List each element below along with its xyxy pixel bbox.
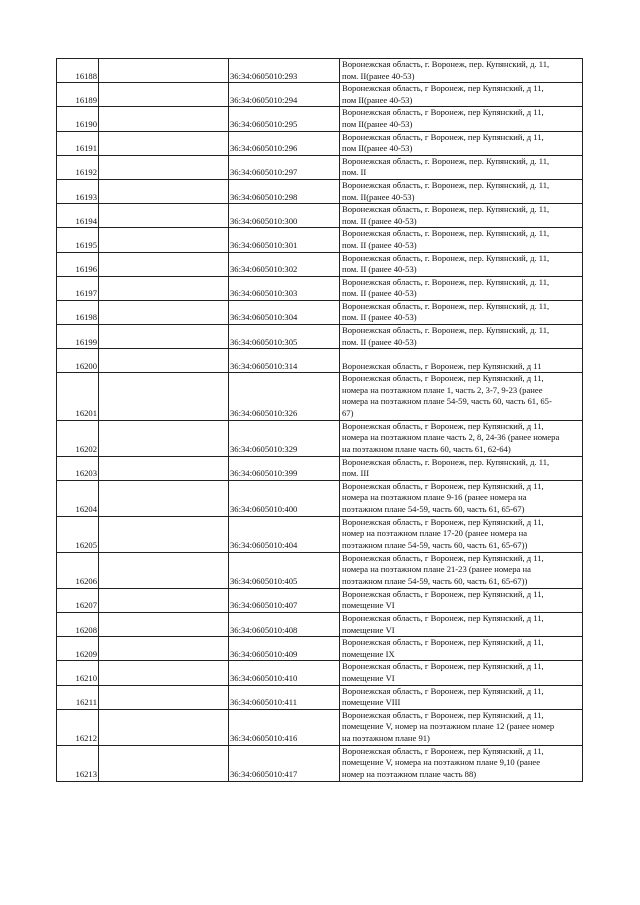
address-line: Воронежская область, г. Воронеж, пер. Купянский, д. 11, bbox=[342, 456, 550, 467]
address-line: помещение VIII bbox=[342, 697, 401, 708]
address-line: пом. II (ранее 40-53) bbox=[342, 239, 417, 250]
row-number: 16212 bbox=[57, 709, 99, 745]
address-line: номера на поэтажном плане 54-59, часть 60, часть 61, 65- bbox=[342, 396, 552, 407]
cadastral-number: 36:34:0605010:417 bbox=[229, 745, 340, 781]
cadastral-number: 36:34:0605010:410 bbox=[229, 661, 340, 685]
address-line: пом. III bbox=[342, 468, 370, 479]
cadastral-number: 36:34:0605010:293 bbox=[229, 59, 340, 83]
empty-cell bbox=[99, 276, 229, 300]
address-line: пом. II (ранее 40-53) bbox=[342, 264, 417, 275]
address-line: пом. II (ранее 40-53) bbox=[342, 288, 417, 299]
empty-cell bbox=[99, 709, 229, 745]
table-row bbox=[57, 131, 583, 155]
empty-cell bbox=[99, 83, 229, 107]
address-line: помещение VI bbox=[342, 672, 395, 683]
address-line: помещение VI bbox=[342, 600, 395, 611]
address-line: пом. II(ранее 40-53) bbox=[342, 70, 415, 81]
cadastral-number: 36:34:0605010:416 bbox=[229, 709, 340, 745]
address-line: Воронежская область, г Воронеж, пер Купянский, д 11, bbox=[342, 516, 544, 527]
empty-cell bbox=[99, 373, 229, 420]
address-line: Воронежская область, г. Воронеж, пер. Купянский, д. 11, bbox=[342, 300, 550, 311]
empty-cell bbox=[99, 456, 229, 480]
cadastral-number: 36:34:0605010:405 bbox=[229, 552, 340, 588]
table-row bbox=[57, 204, 583, 228]
row-number: 16196 bbox=[57, 252, 99, 276]
empty-cell bbox=[99, 59, 229, 83]
empty-cell bbox=[99, 252, 229, 276]
address-line: пом II(ранее 40-53) bbox=[342, 94, 413, 105]
cadastral-number: 36:34:0605010:408 bbox=[229, 613, 340, 637]
empty-cell bbox=[99, 204, 229, 228]
row-number: 16199 bbox=[57, 325, 99, 349]
row-number: 16207 bbox=[57, 588, 99, 612]
address-line: Воронежская область, г Воронеж, пер Купянский, д 11, bbox=[342, 131, 544, 142]
address-line: Воронежская область, г Воронеж, пер Купянский, д 11, bbox=[342, 420, 544, 431]
empty-cell bbox=[99, 349, 229, 373]
address-line: Воронежская область, г. Воронеж, пер. Купянский, д. 11, bbox=[342, 155, 550, 166]
address-cell bbox=[340, 588, 583, 612]
row-number: 16204 bbox=[57, 480, 99, 516]
address-line: Воронежская область, г Воронеж, пер Купянский, д 11, bbox=[342, 613, 544, 623]
empty-cell bbox=[99, 661, 229, 685]
cadastral-number: 36:34:0605010:404 bbox=[229, 516, 340, 552]
address-line: Воронежская область, г Воронеж, пер Купянский, д 11, bbox=[342, 745, 544, 756]
cadastral-number: 36:34:0605010:326 bbox=[229, 373, 340, 420]
cadastral-number: 36:34:0605010:399 bbox=[229, 456, 340, 480]
table-row bbox=[57, 613, 583, 637]
table-row bbox=[57, 516, 583, 552]
address-line: Воронежская область, г Воронеж, пер Купянский, д 11 bbox=[342, 360, 542, 371]
address-line: Воронежская область, г. Воронеж, пер. Купянский, д. 11, bbox=[342, 179, 550, 190]
address-cell bbox=[340, 325, 583, 349]
row-number: 16211 bbox=[57, 685, 99, 709]
row-number: 16202 bbox=[57, 420, 99, 456]
address-line: Воронежская область, г Воронеж, пер Купянский, д 11, bbox=[342, 552, 544, 563]
table-row bbox=[57, 637, 583, 661]
row-number: 16193 bbox=[57, 179, 99, 203]
address-cell bbox=[340, 107, 583, 131]
table-row bbox=[57, 59, 583, 83]
table-row bbox=[57, 420, 583, 456]
row-number: 16195 bbox=[57, 228, 99, 252]
table-row bbox=[57, 745, 583, 781]
address-cell bbox=[340, 179, 583, 203]
address-line: номера на поэтажном плане часть 2, 8, 24-36 (ранее номера bbox=[342, 432, 560, 443]
cadastral-number: 36:34:0605010:301 bbox=[229, 228, 340, 252]
address-line: пом. II (ранее 40-53) bbox=[342, 312, 417, 323]
table-row bbox=[57, 179, 583, 203]
address-cell bbox=[340, 613, 583, 637]
address-line: Воронежская область, г. Воронеж, пер. Купянский, д. 11, bbox=[342, 276, 550, 287]
address-line: номера на поэтажном плане 1, часть 2, 3-7, 9-23 (ранее bbox=[342, 384, 543, 395]
table-row bbox=[57, 83, 583, 107]
address-line: Воронежская область, г Воронеж, пер Купянский, д 11, bbox=[342, 709, 544, 720]
row-number: 16191 bbox=[57, 131, 99, 155]
address-line: Воронежская область, г Воронеж, пер Купянский, д 11, bbox=[342, 107, 544, 118]
address-cell bbox=[340, 420, 583, 456]
cadastral-number: 36:34:0605010:407 bbox=[229, 588, 340, 612]
address-line: Воронежская область, г Воронеж, пер Купянский, д 11, bbox=[342, 83, 544, 94]
address-line: Воронежская область, г Воронеж, пер Купянский, д 11, bbox=[342, 373, 544, 384]
address-line: поэтажном плане 54-59, часть 60, часть 61, 65-67)) bbox=[342, 540, 528, 550]
address-line: Воронежская область, г Воронеж, пер Купянский, д 11, bbox=[342, 661, 544, 672]
table-row bbox=[57, 456, 583, 480]
address-cell bbox=[340, 637, 583, 661]
table-row bbox=[57, 480, 583, 516]
cadastral-number: 36:34:0605010:304 bbox=[229, 300, 340, 324]
row-number: 16205 bbox=[57, 516, 99, 552]
cadastral-number: 36:34:0605010:300 bbox=[229, 204, 340, 228]
table-row bbox=[57, 300, 583, 324]
row-number: 16203 bbox=[57, 456, 99, 480]
address-line: на поэтажном плане часть 60, часть 61, 62-64) bbox=[342, 443, 511, 454]
address-cell bbox=[340, 204, 583, 228]
empty-cell bbox=[99, 552, 229, 588]
address-line: помещение IX bbox=[342, 648, 395, 659]
empty-cell bbox=[99, 420, 229, 456]
empty-cell bbox=[99, 155, 229, 179]
row-number: 16189 bbox=[57, 83, 99, 107]
address-line: Воронежская область, г Воронеж, пер Купянский, д 11, bbox=[342, 588, 544, 599]
address-line: номера на поэтажном плане 21-23 (ранее номера на bbox=[342, 564, 531, 575]
table-row bbox=[57, 588, 583, 612]
row-number: 16192 bbox=[57, 155, 99, 179]
address-line: Воронежская область, г Воронеж, пер Купянский, д 11, bbox=[342, 637, 544, 648]
address-cell bbox=[340, 709, 583, 745]
address-cell bbox=[340, 228, 583, 252]
cadastral-number: 36:34:0605010:302 bbox=[229, 252, 340, 276]
cadastral-number: 36:34:0605010:409 bbox=[229, 637, 340, 661]
address-line: Воронежская область, г. Воронеж, пер. Купянский, д. 11, bbox=[342, 252, 550, 263]
address-cell bbox=[340, 456, 583, 480]
address-line: Воронежская область, г. Воронеж, пер. Купянский, д. 11, bbox=[342, 204, 550, 215]
row-number: 16198 bbox=[57, 300, 99, 324]
empty-cell bbox=[99, 107, 229, 131]
empty-cell bbox=[99, 685, 229, 709]
empty-cell bbox=[99, 613, 229, 637]
table-row bbox=[57, 552, 583, 588]
cadastral-number: 36:34:0605010:294 bbox=[229, 83, 340, 107]
empty-cell bbox=[99, 325, 229, 349]
address-cell bbox=[340, 552, 583, 588]
table-row bbox=[57, 252, 583, 276]
address-line: поэтажном плане 54-59, часть 60, часть 61, 65-67) bbox=[342, 504, 525, 514]
address-line: пом. II bbox=[342, 167, 367, 178]
row-number: 16213 bbox=[57, 745, 99, 781]
address-line: помещение V, номера на поэтажном плане 9,10 (ранее bbox=[342, 757, 541, 768]
table-row bbox=[57, 276, 583, 300]
address-cell bbox=[340, 661, 583, 685]
cadastral-number: 36:34:0605010:411 bbox=[229, 685, 340, 709]
address-line: 67) bbox=[342, 408, 354, 419]
row-number: 16201 bbox=[57, 373, 99, 420]
cadastral-number: 36:34:0605010:296 bbox=[229, 131, 340, 155]
empty-cell bbox=[99, 516, 229, 552]
address-line: пом. II(ранее 40-53) bbox=[342, 191, 415, 202]
address-line: Воронежская область, г Воронеж, пер Купянский, д 11, bbox=[342, 480, 544, 491]
address-cell bbox=[340, 685, 583, 709]
empty-cell bbox=[99, 131, 229, 155]
address-line: Воронежская область, г Воронеж, пер Купянский, д 11, bbox=[342, 685, 544, 696]
table-row bbox=[57, 107, 583, 131]
row-number: 16210 bbox=[57, 661, 99, 685]
address-cell bbox=[340, 59, 583, 83]
row-number: 16188 bbox=[57, 59, 99, 83]
address-line: пом II(ранее 40-53) bbox=[342, 143, 413, 154]
table-row bbox=[57, 325, 583, 349]
registry-table-body bbox=[57, 59, 583, 782]
row-number: 16206 bbox=[57, 552, 99, 588]
address-line: пом. II (ранее 40-53) bbox=[342, 336, 417, 347]
address-line: номер на поэтажном плане 17-20 (ранее номера на bbox=[342, 528, 528, 539]
address-cell bbox=[340, 516, 583, 552]
cadastral-number: 36:34:0605010:314 bbox=[229, 349, 340, 373]
address-cell bbox=[340, 83, 583, 107]
address-line: номер на поэтажном плане часть 88) bbox=[342, 768, 477, 779]
cadastral-number: 36:34:0605010:305 bbox=[229, 325, 340, 349]
cadastral-number: 36:34:0605010:400 bbox=[229, 480, 340, 516]
address-line: пом. II (ранее 40-53) bbox=[342, 215, 417, 226]
empty-cell bbox=[99, 588, 229, 612]
row-number: 16194 bbox=[57, 204, 99, 228]
cadastral-number: 36:34:0605010:295 bbox=[229, 107, 340, 131]
address-cell bbox=[340, 252, 583, 276]
address-line: номера на поэтажном плане 9-16 (ранее номера на bbox=[342, 492, 527, 503]
address-cell bbox=[340, 480, 583, 516]
cadastral-number: 36:34:0605010:297 bbox=[229, 155, 340, 179]
table-row bbox=[57, 709, 583, 745]
empty-cell bbox=[99, 480, 229, 516]
row-number: 16197 bbox=[57, 276, 99, 300]
address-cell bbox=[340, 155, 583, 179]
registry-table bbox=[56, 58, 583, 782]
row-number: 16208 bbox=[57, 613, 99, 637]
empty-cell bbox=[99, 637, 229, 661]
table-row bbox=[57, 349, 583, 373]
empty-cell bbox=[99, 228, 229, 252]
address-line: пом II(ранее 40-53) bbox=[342, 118, 413, 129]
table-row bbox=[57, 228, 583, 252]
table-row bbox=[57, 661, 583, 685]
row-number: 16200 bbox=[57, 349, 99, 373]
address-cell bbox=[340, 373, 583, 420]
table-row bbox=[57, 155, 583, 179]
cadastral-number: 36:34:0605010:298 bbox=[229, 179, 340, 203]
address-line: Воронежская область, г. Воронеж, пер. Купянский, д. 11, bbox=[342, 325, 550, 336]
row-number: 16190 bbox=[57, 107, 99, 131]
cadastral-number: 36:34:0605010:303 bbox=[229, 276, 340, 300]
address-line: Воронежская область, г. Воронеж, пер. Купянский, д. 11, bbox=[342, 59, 550, 69]
address-line: поэтажном плане 54-59, часть 60, часть 61, 65-67)) bbox=[342, 576, 528, 586]
address-line: помещение V, номер на поэтажном плане 12 (ранее номер bbox=[342, 721, 555, 732]
empty-cell bbox=[99, 745, 229, 781]
empty-cell bbox=[99, 300, 229, 324]
address-line: помещение VI bbox=[342, 624, 395, 635]
cadastral-number: 36:34:0605010:329 bbox=[229, 420, 340, 456]
table-row bbox=[57, 685, 583, 709]
address-cell bbox=[340, 131, 583, 155]
table-row bbox=[57, 373, 583, 420]
address-cell bbox=[340, 745, 583, 781]
address-cell bbox=[340, 349, 583, 373]
address-cell bbox=[340, 276, 583, 300]
address-line: Воронежская область, г. Воронеж, пер. Купянский, д. 11, bbox=[342, 228, 550, 239]
address-cell bbox=[340, 300, 583, 324]
row-number: 16209 bbox=[57, 637, 99, 661]
address-line: на поэтажном плане 91) bbox=[342, 732, 430, 743]
empty-cell bbox=[99, 179, 229, 203]
